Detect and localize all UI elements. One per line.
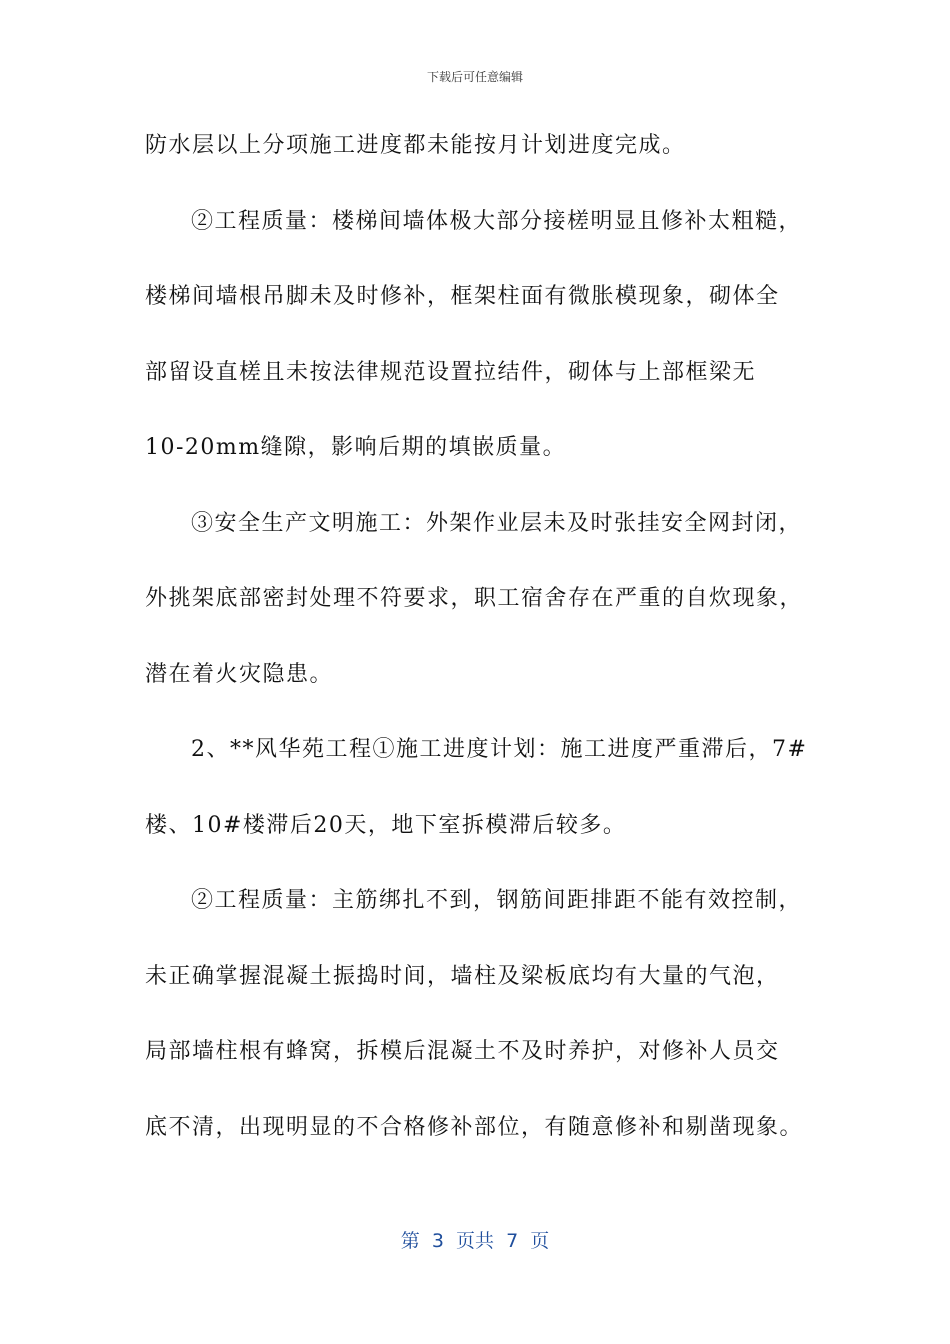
body-line: 潜在着火灾隐患。: [145, 661, 334, 687]
body-line: 10-20mm缝隙，影响后期的填嵌质量。: [145, 435, 567, 460]
body-line: 防水层以上分项施工进度都未能按月计划进度完成。: [145, 133, 686, 158]
document-body: [145, 126, 825, 1183]
body-line: 外挑架底部密封处理不符要求，职工宿舍存在严重的自炊现象，: [145, 586, 804, 611]
body-line: 楼梯间墙根吊脚未及时修补，框架柱面有微胀模现象，砌体全: [145, 284, 780, 309]
body-line: 2、**风华苑工程①施工进度计划：施工进度严重滞后，7#: [191, 737, 808, 762]
body-line: 楼、10#楼滞后20天，地下室拆模滞后较多。: [145, 812, 627, 838]
header-note: 下载后可任意编辑: [426, 70, 523, 84]
body-line: ②工程质量：主筋绑扎不到，钢筋间距排距不能有效控制，: [191, 888, 803, 913]
body-line: 底不清，出现明显的不合格修补部位，有随意修补和剔凿现象。: [145, 1114, 804, 1140]
body-line: 部留设直槎且未按法律规范设置拉结件，砌体与上部框梁无: [145, 359, 757, 385]
body-line: ②工程质量：楼梯间墙体极大部分接槎明显且修补太粗糙，: [191, 208, 803, 234]
body-line: 未正确掌握混凝土振捣时间，墙柱及梁板底均有大量的气泡，: [145, 963, 780, 989]
body-line: 局部墙柱根有蜂窝，拆模后混凝土不及时养护，对修补人员交: [145, 1039, 780, 1064]
body-line: ③安全生产文明施工：外架作业层未及时张挂安全网封闭，: [191, 510, 803, 536]
page-number-footer: 第 3 页共 7 页: [400, 1230, 550, 1252]
